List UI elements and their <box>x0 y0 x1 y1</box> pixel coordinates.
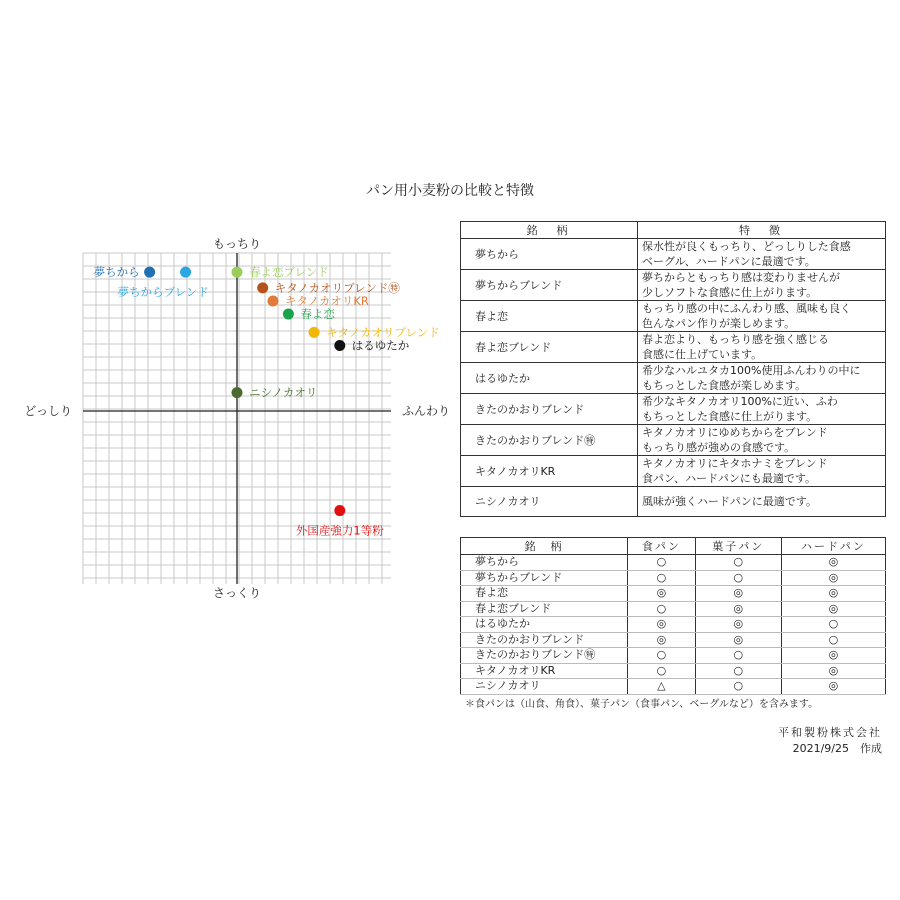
feature-row <box>461 394 886 425</box>
feature-row-name: 春よ恋 <box>461 301 638 332</box>
feature-row-desc <box>638 425 886 456</box>
feature-row-name: 春よ恋ブレンド <box>461 332 638 363</box>
positioning-map <box>0 0 460 620</box>
usage-row <box>461 663 886 679</box>
feature-row-name: 夢ちからブレンド <box>461 270 638 301</box>
usage-row-name: 夢ちから <box>461 555 628 571</box>
feature-row <box>461 456 886 487</box>
feature-row-name: 夢ちから <box>461 239 638 270</box>
feature-row-desc <box>638 239 886 270</box>
data-point <box>283 309 294 320</box>
feature-row-desc <box>638 332 886 363</box>
usage-mark-hardpan: ◎ <box>781 663 885 679</box>
usage-mark-shokupan: ◎ <box>628 632 696 648</box>
data-point-label: 春よ恋ブレンド <box>249 265 329 280</box>
data-point <box>144 267 155 278</box>
feature-table <box>460 221 886 517</box>
header-shokupan: 食パン <box>628 538 696 555</box>
header-hardpan: ハードパン <box>781 538 885 555</box>
feature-row-desc <box>638 363 886 394</box>
feature-row-desc <box>638 487 886 517</box>
header-kashipan: 菓子パン <box>695 538 781 555</box>
feature-row-desc <box>638 456 886 487</box>
header-feature: 特 徴 <box>638 222 886 239</box>
data-point <box>180 267 191 278</box>
feature-desc-line2: もっちり感が強めの食感です。 <box>642 441 796 454</box>
axis-label-top: もっちり <box>212 237 262 251</box>
usage-mark-kashipan: ◎ <box>695 617 781 633</box>
data-point-label: 夢ちからブレンド <box>117 285 209 300</box>
usage-mark-shokupan: ○ <box>628 555 696 571</box>
data-point-label: はるゆたか <box>351 338 410 353</box>
feature-desc-line1: 希少なキタノカオリ100%に近い、ふわ <box>642 395 838 408</box>
usage-mark-kashipan: ◎ <box>695 632 781 648</box>
feature-row-name: キタノカオリKR <box>461 456 638 487</box>
feature-table-header <box>461 222 886 239</box>
feature-desc-line2: 少しソフトな食感に仕上がります。 <box>642 286 818 299</box>
company-name: 平和製粉株式会社 <box>778 726 882 739</box>
feature-row <box>461 363 886 394</box>
feature-desc-line2: ベーグル、ハードパンに最適です。 <box>642 255 816 268</box>
feature-desc-line2: もちっとした食感に仕上がります。 <box>642 410 818 423</box>
usage-row-name: きたのかおりブレンド <box>461 632 628 648</box>
page-title: パン用小麦粉の比較と特徴 <box>366 183 534 199</box>
feature-row-name: きたのかおりブレンド㊕ <box>461 425 638 456</box>
creation-date: 2021/9/25 作成 <box>792 742 882 755</box>
usage-row-name: 夢ちからブレンド <box>461 570 628 586</box>
feature-row <box>461 301 886 332</box>
usage-mark-kashipan: ○ <box>695 663 781 679</box>
data-point-label: 夢ちから <box>93 265 140 280</box>
usage-table <box>460 537 886 695</box>
feature-desc-line2: もちっとした食感が楽しめます。 <box>642 379 807 392</box>
usage-row-name: はるゆたか <box>461 617 628 633</box>
usage-mark-hardpan: ○ <box>781 632 885 648</box>
usage-row <box>461 586 886 602</box>
usage-mark-shokupan: ○ <box>628 570 696 586</box>
usage-mark-hardpan: ○ <box>781 617 885 633</box>
feature-row <box>461 270 886 301</box>
data-point <box>267 295 278 306</box>
usage-row <box>461 679 886 695</box>
data-point-label: キタノカオリKR <box>284 293 369 308</box>
usage-row-name: 春よ恋ブレンド <box>461 601 628 617</box>
usage-mark-shokupan: ◎ <box>628 586 696 602</box>
usage-mark-hardpan: ◎ <box>781 570 885 586</box>
usage-mark-shokupan: △ <box>628 679 696 695</box>
usage-mark-kashipan: ◎ <box>695 601 781 617</box>
feature-desc-line1: 保水性が良くもっちり、どっしりした食感 <box>642 240 851 253</box>
feature-row <box>461 239 886 270</box>
usage-row-name: きたのかおりブレンド㊕ <box>461 648 628 664</box>
feature-row-desc <box>638 394 886 425</box>
usage-mark-shokupan: ○ <box>628 601 696 617</box>
axis-label-bottom: さっくり <box>212 586 262 600</box>
usage-mark-shokupan: ○ <box>628 663 696 679</box>
data-point <box>334 505 345 516</box>
data-point <box>257 282 268 293</box>
usage-mark-hardpan: ◎ <box>781 586 885 602</box>
usage-mark-kashipan: ○ <box>695 555 781 571</box>
usage-mark-hardpan: ◎ <box>781 601 885 617</box>
usage-row <box>461 555 886 571</box>
usage-mark-hardpan: ◎ <box>781 555 885 571</box>
feature-row-desc <box>638 270 886 301</box>
usage-row <box>461 632 886 648</box>
usage-mark-kashipan: ○ <box>695 679 781 695</box>
usage-mark-kashipan: ◎ <box>695 586 781 602</box>
usage-row <box>461 617 886 633</box>
data-point <box>232 387 243 398</box>
usage-row-name: ニシノカオリ <box>461 679 628 695</box>
usage-row <box>461 601 886 617</box>
usage-mark-kashipan: ○ <box>695 570 781 586</box>
data-point <box>232 267 243 278</box>
usage-row <box>461 648 886 664</box>
usage-row-name: キタノカオリKR <box>461 663 628 679</box>
feature-row-name: はるゆたか <box>461 363 638 394</box>
feature-row-name: ニシノカオリ <box>461 487 638 517</box>
data-point <box>334 340 345 351</box>
usage-mark-hardpan: ◎ <box>781 648 885 664</box>
footnote: ＊食パンは（山食、角食）、菓子パン（食事パン、ベーグルなど）を含みます。 <box>465 699 819 710</box>
data-point-label: 春よ恋 <box>300 307 335 322</box>
usage-table-header <box>461 538 886 555</box>
data-point-label: ニシノカオリ <box>249 385 318 400</box>
feature-desc-line1: キタノカオリにキタホナミをブレンド <box>642 457 828 470</box>
feature-desc-line1: 希少なハルユタカ100%使用ふんわりの中に <box>642 364 861 377</box>
feature-row-desc <box>638 301 886 332</box>
usage-mark-kashipan: ○ <box>695 648 781 664</box>
usage-row-name: 春よ恋 <box>461 586 628 602</box>
feature-desc-line1: もっちり感の中にふんわり感、風味も良く <box>642 302 851 315</box>
data-point <box>309 327 320 338</box>
usage-mark-shokupan: ○ <box>628 648 696 664</box>
feature-desc-line1: 春よ恋より、もっちり感を強く感じる <box>642 333 829 346</box>
feature-row-name: きたのかおりブレンド <box>461 394 638 425</box>
data-point-label: 外国産強力1等粉 <box>295 523 384 538</box>
data-point-label: キタノカオリブレンド㊕ <box>274 280 400 295</box>
feature-row <box>461 487 886 517</box>
usage-mark-shokupan: ◎ <box>628 617 696 633</box>
feature-desc-line1: 夢ちからともっちり感は変わりませんが <box>642 271 840 284</box>
feature-desc-line2: 色んなパン作りが楽しめます。 <box>642 317 796 330</box>
header-brand: 銘 柄 <box>461 538 628 555</box>
usage-mark-hardpan: ◎ <box>781 679 885 695</box>
feature-row <box>461 332 886 363</box>
usage-row <box>461 570 886 586</box>
axis-label-right: ふんわり <box>402 404 451 418</box>
axis-label-left: どっしり <box>24 404 72 418</box>
feature-desc-line1: キタノカオリにゆめちからをブレンド <box>642 426 828 439</box>
feature-desc-line1: 風味が強くハードパンに最適です。 <box>642 495 817 508</box>
data-point-label: キタノカオリブレンド <box>326 325 440 340</box>
header-brand: 銘 柄 <box>461 222 638 239</box>
feature-desc-line2: 食感に仕上げています。 <box>642 348 763 361</box>
feature-row <box>461 425 886 456</box>
feature-desc-line2: 食パン、ハードパンにも最適です。 <box>642 472 817 485</box>
